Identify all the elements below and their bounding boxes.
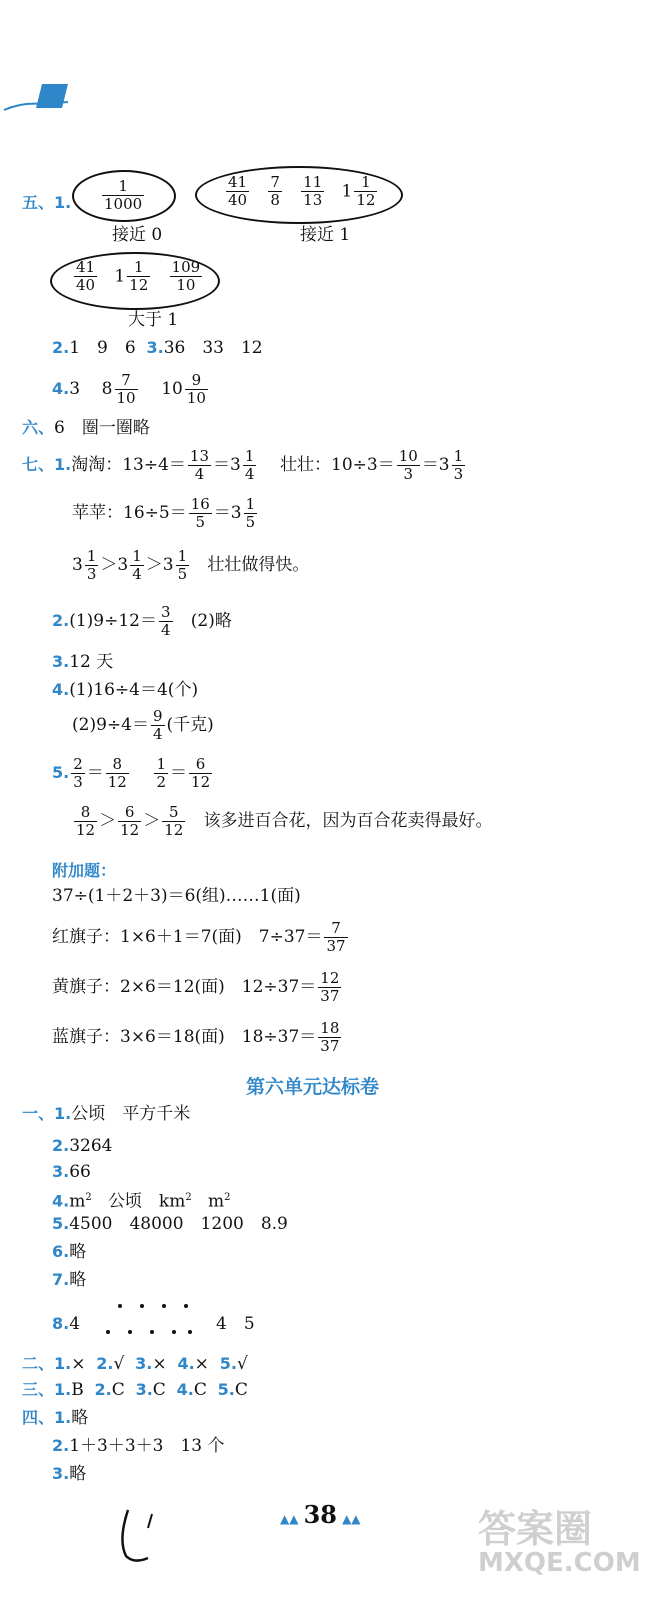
answer-line: 蓝旗子：3×6＝18(面) 18÷37＝ $\frac{18}{37}$ (52, 1019, 340, 1055)
answer-line: (2)9÷4＝ $\frac{9}{4}$ (千克) (72, 707, 214, 743)
answer-line: 2.1＋3＋3＋3 13 个 (52, 1436, 225, 1456)
answer-line: 七、1.淘淘：13÷4＝ $\frac{13}{4}$ ＝3 $\frac{1}{4}$ 壮壮：10÷3＝ $\frac{10}{3}$ ＝3 $\frac{1}{3}$ (22, 447, 464, 483)
answer-line: 8.4 (52, 1314, 81, 1334)
answer-line: 2.1 9 6 3.36 33 12 (52, 338, 263, 358)
answer-line: 6.略 (52, 1242, 87, 1262)
answer-line: 37÷(1＋2＋3)＝6(组)……1(面) (52, 886, 301, 906)
answer-line: 苹苹：16÷5＝ $\frac{16}{5}$ ＝3 $\frac{1}{5}$ (72, 495, 256, 531)
answer-line: 二、1.× 2.√ 3.× 4.× 5.√ (22, 1354, 248, 1374)
dot-pattern-icon (100, 1300, 196, 1340)
answer-line: 一、1.公顷 平方千米 (22, 1104, 191, 1124)
fraction: $\frac{1}{1000}$ (104, 177, 143, 213)
bonus-label: 附加题： (52, 861, 117, 880)
page-number-area (280, 1500, 361, 1529)
page-number: 38 (303, 1500, 337, 1529)
decoration-icon: ▲▲ (342, 1512, 361, 1526)
handwriting-mark-icon (110, 1500, 170, 1570)
unit-title: 第六单元达标卷 (246, 1076, 380, 1098)
answer-line: 4.(1)16÷4＝4(个) (52, 680, 199, 700)
watermark-logo: 答案圈 (478, 1507, 593, 1551)
answer-line: 黄旗子：2×6＝12(面) 12÷37＝ $\frac{12}{37}$ (52, 969, 340, 1005)
answer-line: 2.3264 (52, 1136, 113, 1156)
answer-line: 红旗子：1×6＋1＝7(面) 7÷37＝ $\frac{7}{37}$ (52, 919, 346, 955)
answer-line: 2.(1)9÷12＝ $\frac{3}{4}$ (2)略 (52, 603, 232, 639)
ellipse-caption: 接近 1 (300, 225, 351, 245)
answer-line: 4 5 (216, 1314, 255, 1334)
corner-marker-icon (2, 82, 82, 118)
ellipse-caption: 大于 1 (128, 310, 179, 330)
answer-line: 5.4500 48000 1200 8.9 (52, 1214, 288, 1234)
answer-line: $4.m^2$ 公顷 $km^2$ $m^2$ (52, 1191, 231, 1212)
section-label: 五、1. (22, 193, 72, 212)
fraction-group: $\frac{41}{40}$ 1 $\frac{1}{12}$ $\frac{109}{10}$ (76, 258, 201, 294)
answer-line: 四、1.略 (22, 1408, 89, 1428)
fraction-group: $\frac{41}{40}$ $\frac{7}{8}$ $\frac{11}{13}$ 1 $\frac{1}{12}$ (228, 173, 376, 209)
answer-line: 三、1.B 2.C 3.C 4.C 5.C (22, 1380, 248, 1400)
answer-line: 六、6 圈一圈略 (22, 418, 150, 438)
answer-line: $\frac{8}{12}$ ＞ $\frac{6}{12}$ ＞ $\frac{5}{12}$ 该多进百合花，因为百合花卖得最好。 (76, 803, 493, 839)
answer-line: 4.3 8 $\frac{7}{10}$ 10 $\frac{9}{10}$ (52, 371, 206, 407)
answer-line: 3.略 (52, 1464, 87, 1484)
answer-line: 7.略 (52, 1270, 87, 1290)
ellipse-caption: 接近 0 (112, 225, 163, 245)
answer-line: 3.66 (52, 1162, 91, 1182)
answer-line: 5. $\frac{2}{3}$ ＝ $\frac{8}{12}$ $\frac{1}{2}$ ＝ $\frac{6}{12}$ (52, 755, 211, 791)
decoration-icon: ▲▲ (280, 1512, 299, 1526)
answer-line: 3 $\frac{1}{3}$ ＞3 $\frac{1}{4}$ ＞3 $\frac{1}{5}$ 壮壮做得快。 (72, 547, 310, 583)
answer-line: 3.12 天 (52, 652, 114, 672)
watermark-url: MXQE.COM (478, 1548, 641, 1578)
